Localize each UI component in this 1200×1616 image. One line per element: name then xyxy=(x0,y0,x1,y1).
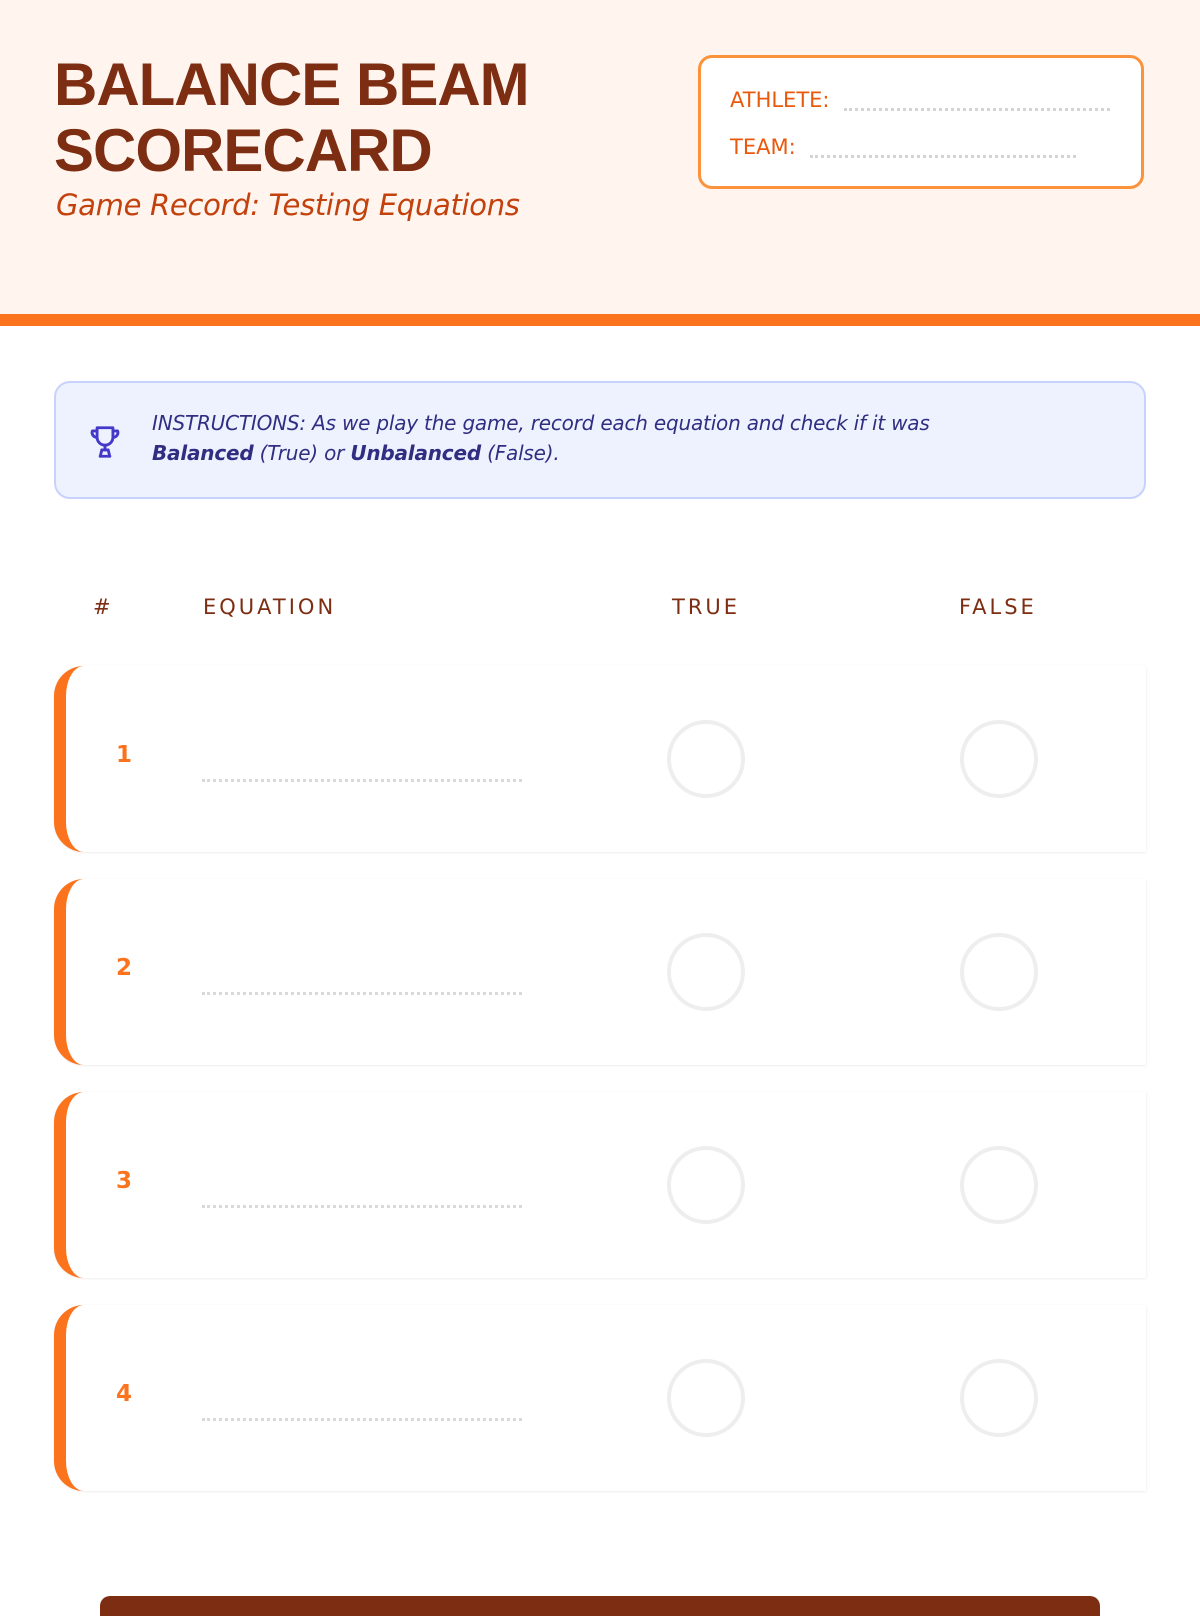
balanced-term: Balanced xyxy=(152,441,254,465)
title-line-1: BALANCE BEAM xyxy=(54,51,529,118)
equation-field[interactable] xyxy=(202,779,522,782)
page-subtitle: Game Record: Testing Equations xyxy=(56,188,520,222)
true-checkbox[interactable] xyxy=(667,933,745,1011)
true-note: (True) or xyxy=(259,441,345,465)
instructions-lead: INSTRUCTIONS: As we play the game, record each equation and check if it was xyxy=(152,411,930,435)
team-field[interactable] xyxy=(810,154,1076,158)
true-checkbox[interactable] xyxy=(667,720,745,798)
footer-bar xyxy=(100,1596,1100,1616)
equation-field[interactable] xyxy=(202,1418,522,1421)
column-header-equation: EQUATION xyxy=(203,595,337,619)
equation-field[interactable] xyxy=(202,1205,522,1208)
true-checkbox[interactable] xyxy=(667,1359,745,1437)
false-checkbox[interactable] xyxy=(960,1146,1038,1224)
row-number: 4 xyxy=(116,1381,133,1407)
table-row xyxy=(54,666,1146,852)
trophy-icon xyxy=(86,423,124,461)
athlete-field[interactable] xyxy=(844,107,1110,111)
team-label: TEAM: xyxy=(730,135,796,159)
instructions-box xyxy=(54,381,1146,499)
page-title xyxy=(54,52,614,184)
table-row xyxy=(54,879,1146,1065)
column-header-number: # xyxy=(93,595,111,619)
row-number: 1 xyxy=(116,742,133,768)
column-header-true: TRUE xyxy=(672,595,741,619)
column-header-false: FALSE xyxy=(959,595,1037,619)
row-number: 3 xyxy=(116,1168,133,1194)
header xyxy=(0,0,1200,326)
table-row xyxy=(54,1092,1146,1278)
false-checkbox[interactable] xyxy=(960,933,1038,1011)
unbalanced-term: Unbalanced xyxy=(350,441,481,465)
equation-field[interactable] xyxy=(202,992,522,995)
false-checkbox[interactable] xyxy=(960,720,1038,798)
athlete-row xyxy=(730,88,1110,112)
table-row xyxy=(54,1305,1146,1491)
athlete-label: ATHLETE: xyxy=(730,88,830,112)
team-row xyxy=(730,135,1076,159)
instructions-text xyxy=(152,408,1112,468)
false-note: (False). xyxy=(487,441,560,465)
false-checkbox[interactable] xyxy=(960,1359,1038,1437)
title-line-2: SCORECARD xyxy=(54,117,432,184)
true-checkbox[interactable] xyxy=(667,1146,745,1224)
row-number: 2 xyxy=(116,955,133,981)
athlete-info-box xyxy=(698,55,1144,189)
